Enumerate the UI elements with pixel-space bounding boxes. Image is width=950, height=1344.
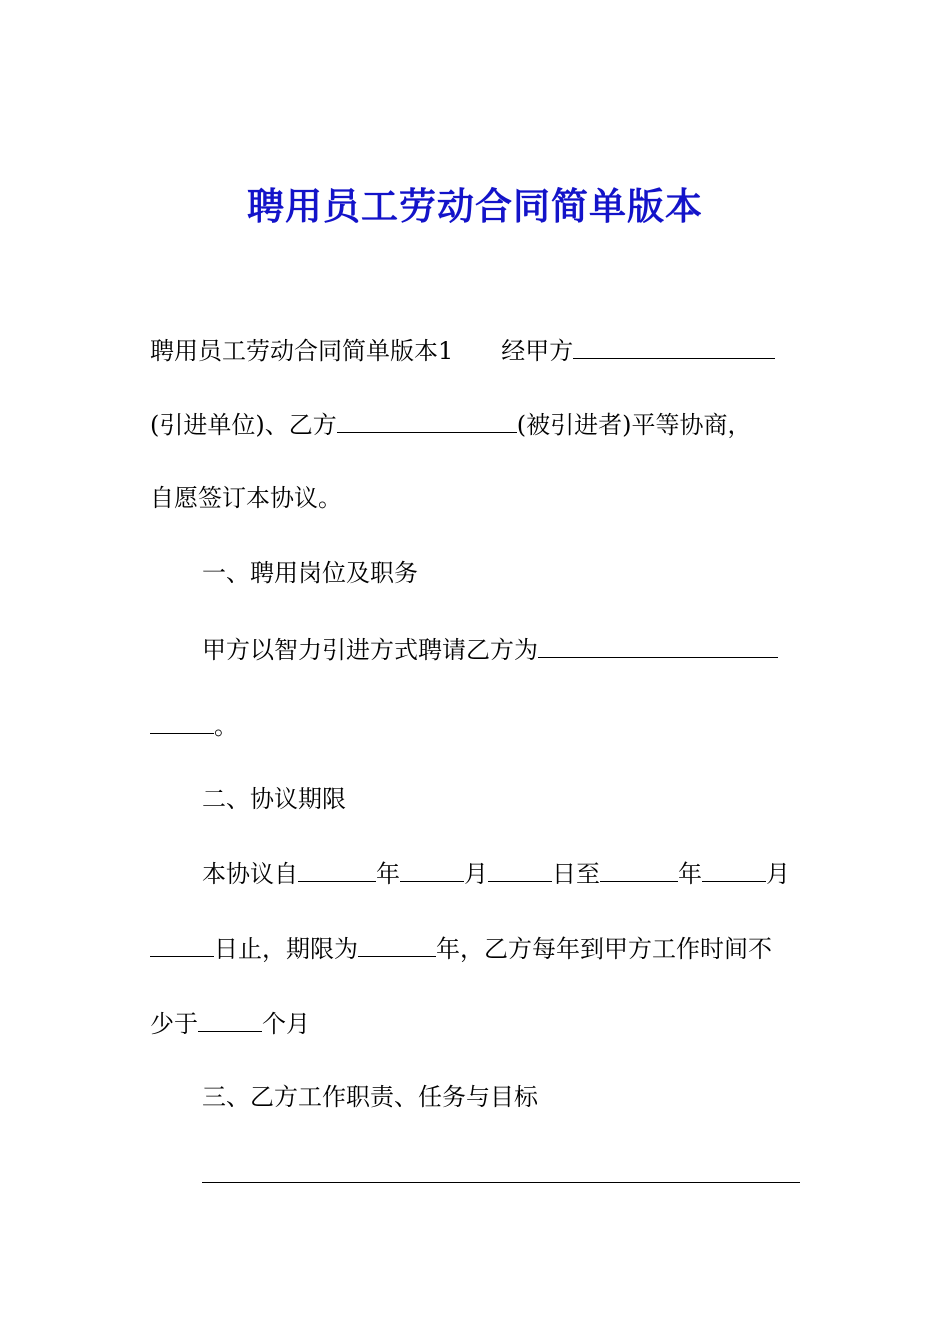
section-heading-1: 一、聘用岗位及职务 <box>202 559 418 587</box>
party-b-note: (被引进者)平等协商， <box>516 411 752 439</box>
party-b-blank[interactable] <box>337 408 517 433</box>
months-blank[interactable] <box>198 1007 262 1032</box>
duties-blank-line[interactable] <box>202 1182 800 1183</box>
paragraph-line-3: 自愿签订本协议。 <box>150 484 342 512</box>
position-blank[interactable] <box>538 633 778 658</box>
party-a-note: (引进单位)、乙方 <box>150 411 337 439</box>
paragraph-line-9 <box>150 932 772 965</box>
paragraph-line-1 <box>150 334 775 367</box>
start-day-blank[interactable] <box>488 857 552 882</box>
month-label: 月 <box>464 860 488 888</box>
start-month-blank[interactable] <box>400 857 464 882</box>
end-year-blank[interactable] <box>600 857 678 882</box>
contract-name-text: 聘用员工劳动合同简单版本1 <box>150 337 454 365</box>
paragraph-line-8 <box>202 857 790 890</box>
months-label: 个月 <box>262 1010 310 1038</box>
paragraph-line-6 <box>150 709 238 742</box>
document-title: 聘用员工劳动合同简单版本 <box>247 184 703 228</box>
start-year-blank[interactable] <box>298 857 376 882</box>
paragraph-line-2 <box>150 408 751 441</box>
paragraph-line-5 <box>202 633 778 666</box>
work-time-text: 年，乙方每年到甲方工作时间不 <box>436 935 772 963</box>
party-a-label: 经甲方 <box>501 337 574 365</box>
paragraph-line-10 <box>150 1007 310 1040</box>
end-day-blank[interactable] <box>150 932 214 957</box>
section-heading-3: 三、乙方工作职责、任务与目标 <box>202 1083 538 1111</box>
period-mark: 。 <box>214 712 238 740</box>
day-to-label: 日至 <box>552 860 600 888</box>
section-heading-2: 二、协议期限 <box>202 785 346 813</box>
position-text: 甲方以智力引进方式聘请乙方为 <box>202 636 538 664</box>
end-month-blank[interactable] <box>702 857 766 882</box>
term-length-text: 日止，期限为 <box>214 935 358 963</box>
term-from-text: 本协议自 <box>202 860 298 888</box>
year-label: 年 <box>678 860 702 888</box>
term-years-blank[interactable] <box>358 932 436 957</box>
month-label: 月 <box>766 860 790 888</box>
at-least-text: 少于 <box>150 1010 198 1038</box>
year-label: 年 <box>376 860 400 888</box>
position-blank-continued[interactable] <box>150 709 214 734</box>
party-a-blank[interactable] <box>573 334 775 359</box>
